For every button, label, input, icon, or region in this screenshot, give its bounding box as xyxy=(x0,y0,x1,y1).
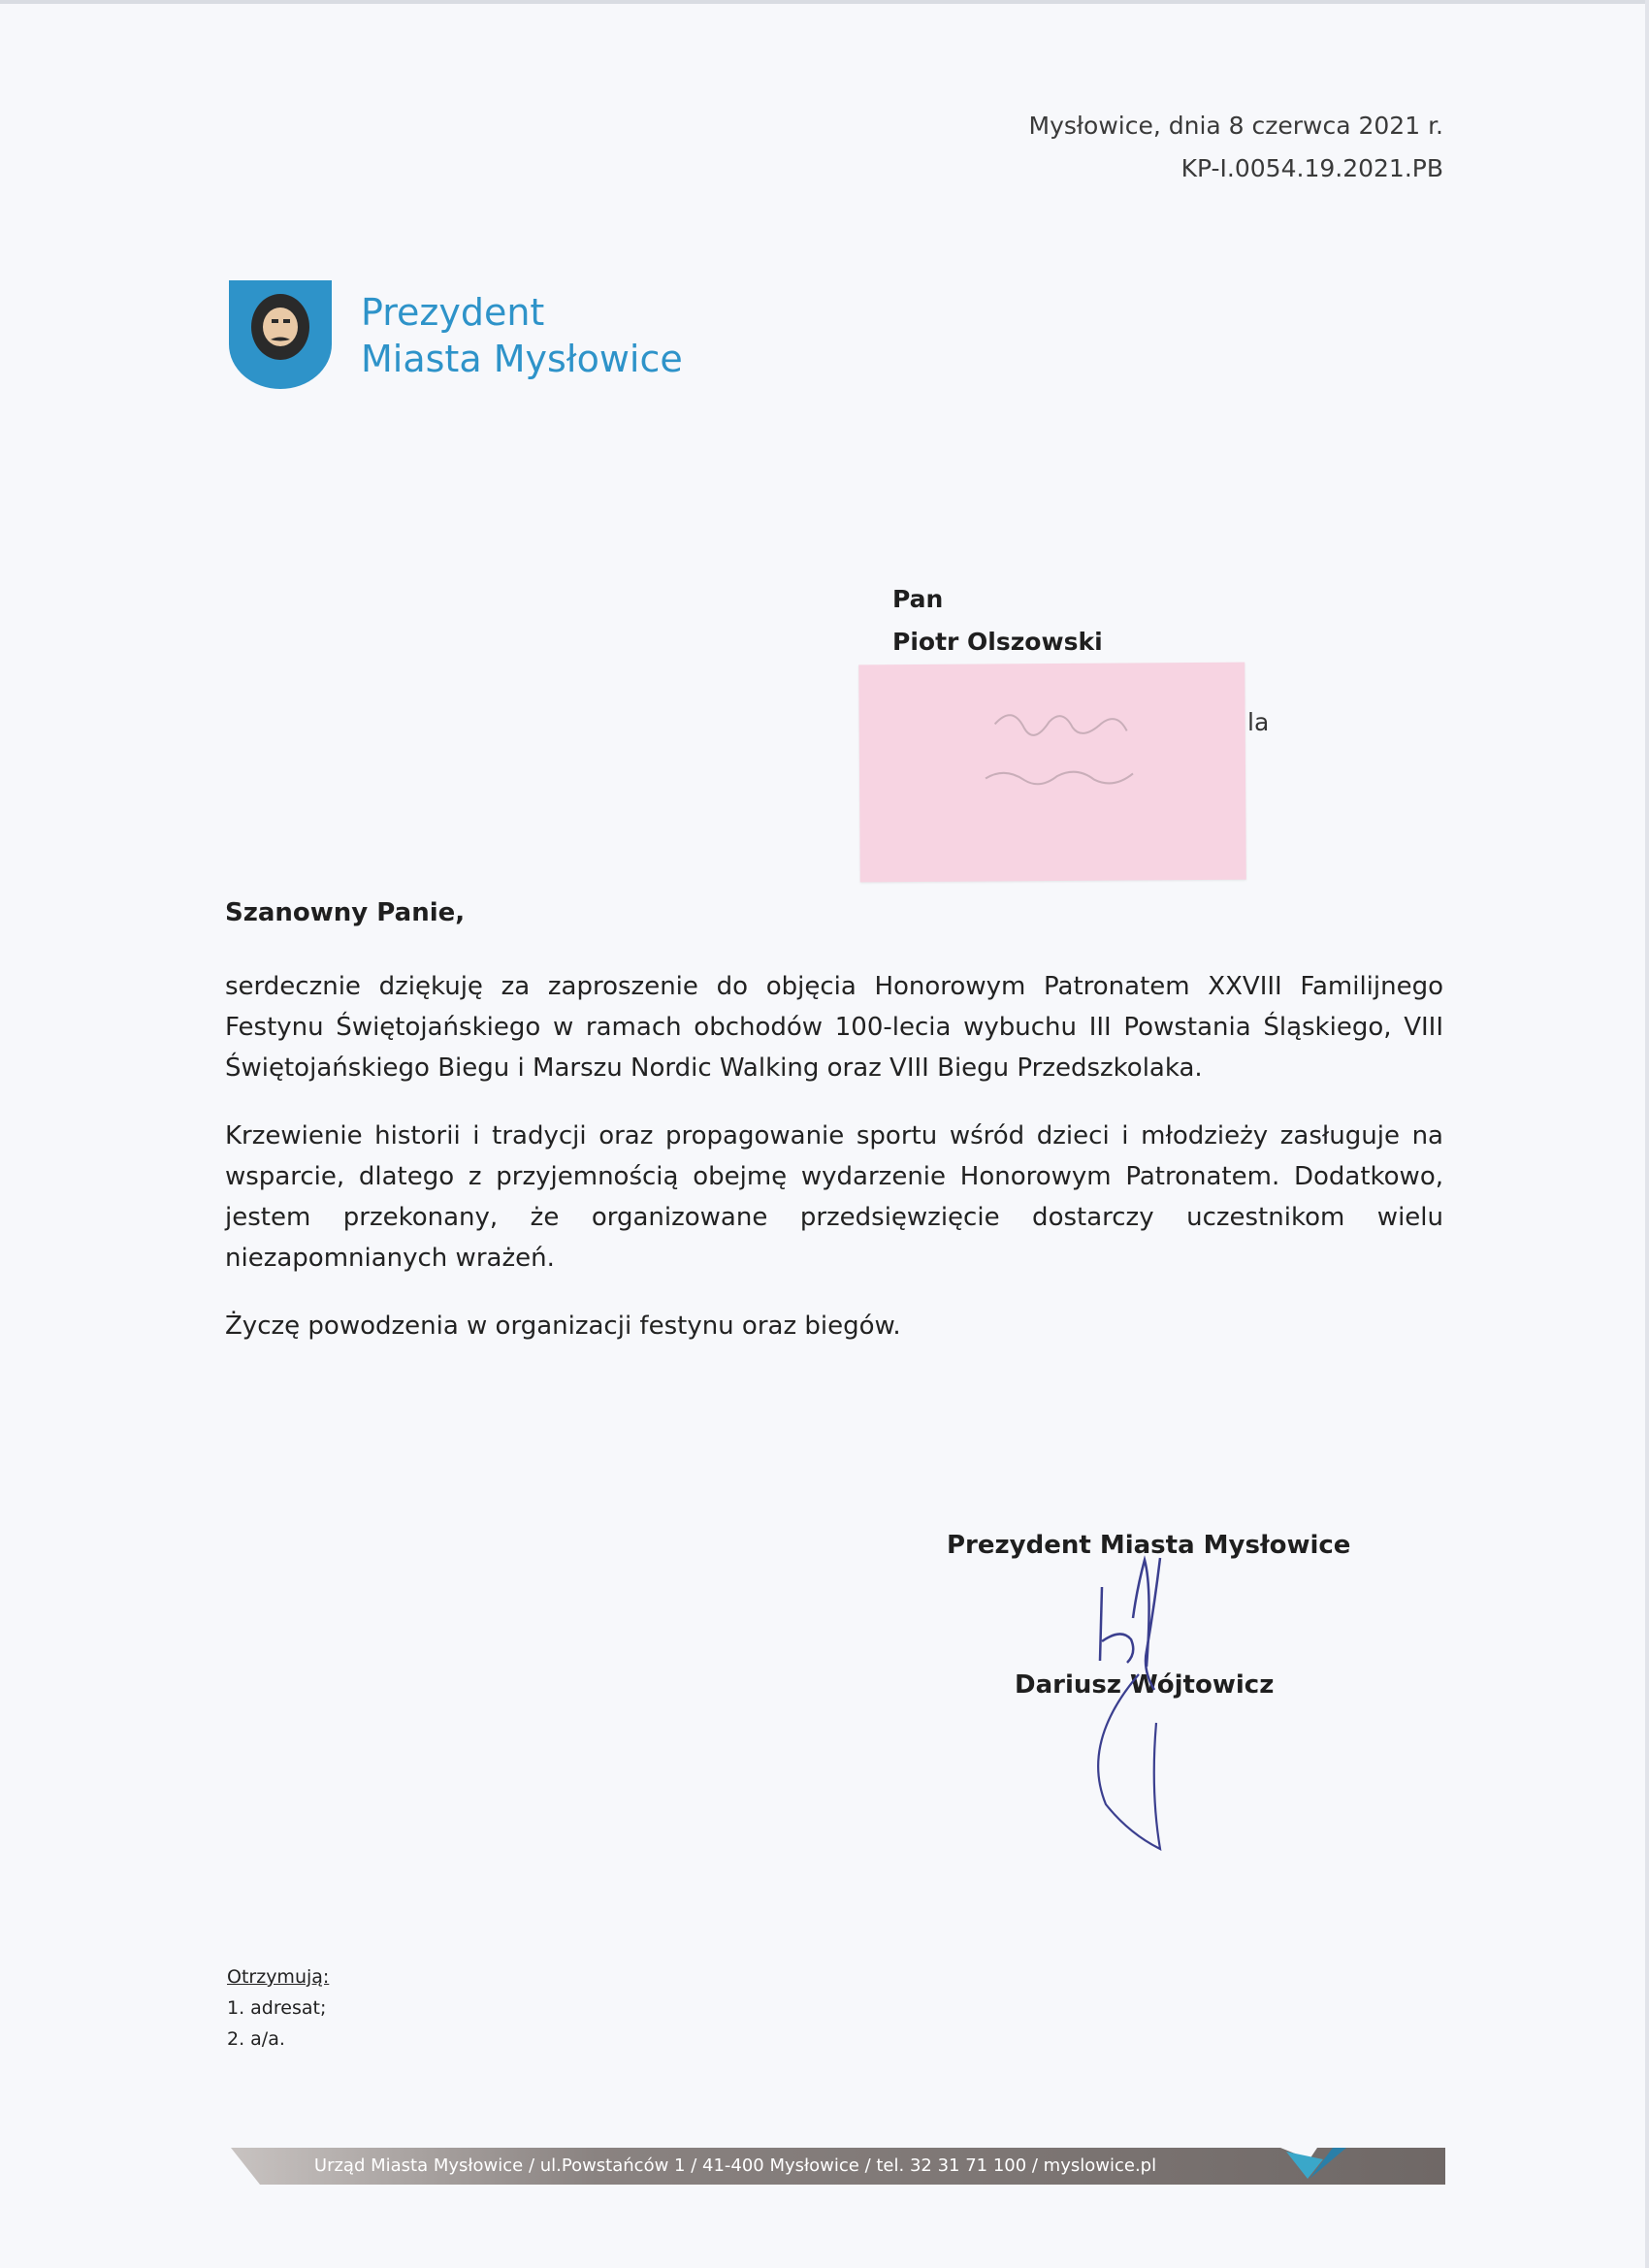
recipient-address-fragment: la xyxy=(1247,708,1270,736)
reference-number: KP-I.0054.19.2021.PB xyxy=(1180,154,1443,182)
footer-contact: Urząd Miasta Mysłowice / ul.Powstańców 1 / 41-400 Mysłowice / tel. 32 31 71 100 / myslowice.pl xyxy=(313,2155,1157,2176)
recipient-block xyxy=(892,578,1103,664)
distribution-list xyxy=(227,1961,329,2055)
sticky-note-scribble xyxy=(858,663,1246,883)
letterhead-title xyxy=(361,289,683,382)
redaction-sticky-note xyxy=(858,663,1246,883)
letter-paragraph: Życzę powodzenia w organizacji festynu oraz biegów. xyxy=(225,1312,901,1341)
letterhead-line1: Prezydent xyxy=(361,291,545,334)
scan-edge-top xyxy=(0,0,1649,4)
coat-of-arms-icon xyxy=(227,278,334,391)
place-date: Mysłowice, dnia 8 czerwca 2021 r. xyxy=(1028,112,1443,140)
letter-greeting: Szanowny Panie, xyxy=(225,898,466,927)
signatory-name: Dariusz Wójtowicz xyxy=(1015,1670,1275,1700)
letter-paragraph: Krzewienie historii i tradycji oraz propagowanie sportu wśród dzieci i młodzieży zasługuje na wsparcie, dlatego z przyjemnością obejmę wydarzenie Honorowym Patronatem. Dodatkowo, jestem przekonany, że organizowane przedsięwzięcie dostarczy uczestnikom wielu niezapomnianych wrażeń. xyxy=(225,1121,1443,1273)
recipient-name: Piotr Olszowski xyxy=(892,628,1103,656)
letterhead-line2: Miasta Mysłowice xyxy=(361,338,683,380)
distribution-item: 2. a/a. xyxy=(227,2028,285,2050)
distribution-title: Otrzymują: xyxy=(227,1966,330,1988)
letter-body xyxy=(225,966,1443,1374)
distribution-item: 1. adresat; xyxy=(227,1997,327,2019)
signatory-role: Prezydent Miasta Mysłowice xyxy=(947,1531,1351,1560)
recipient-salutation: Pan xyxy=(892,585,944,613)
handwritten-signature xyxy=(1028,1525,1222,1851)
scan-edge-right xyxy=(1645,0,1649,2268)
date-reference-block xyxy=(1029,105,1443,190)
letter-paragraph: serdecznie dziękuję za zaproszenie do objęcia Honorowym Patronatem XXVIII Familijnego Festynu Świętojańskiego w ramach obchodów 100-lecia wybuchu III Powstania Śląskiego, VIII Świętojańskiego Biegu i Marszu Nordic Walking oraz VIII Biegu Przedszkolaka. xyxy=(225,972,1443,1083)
